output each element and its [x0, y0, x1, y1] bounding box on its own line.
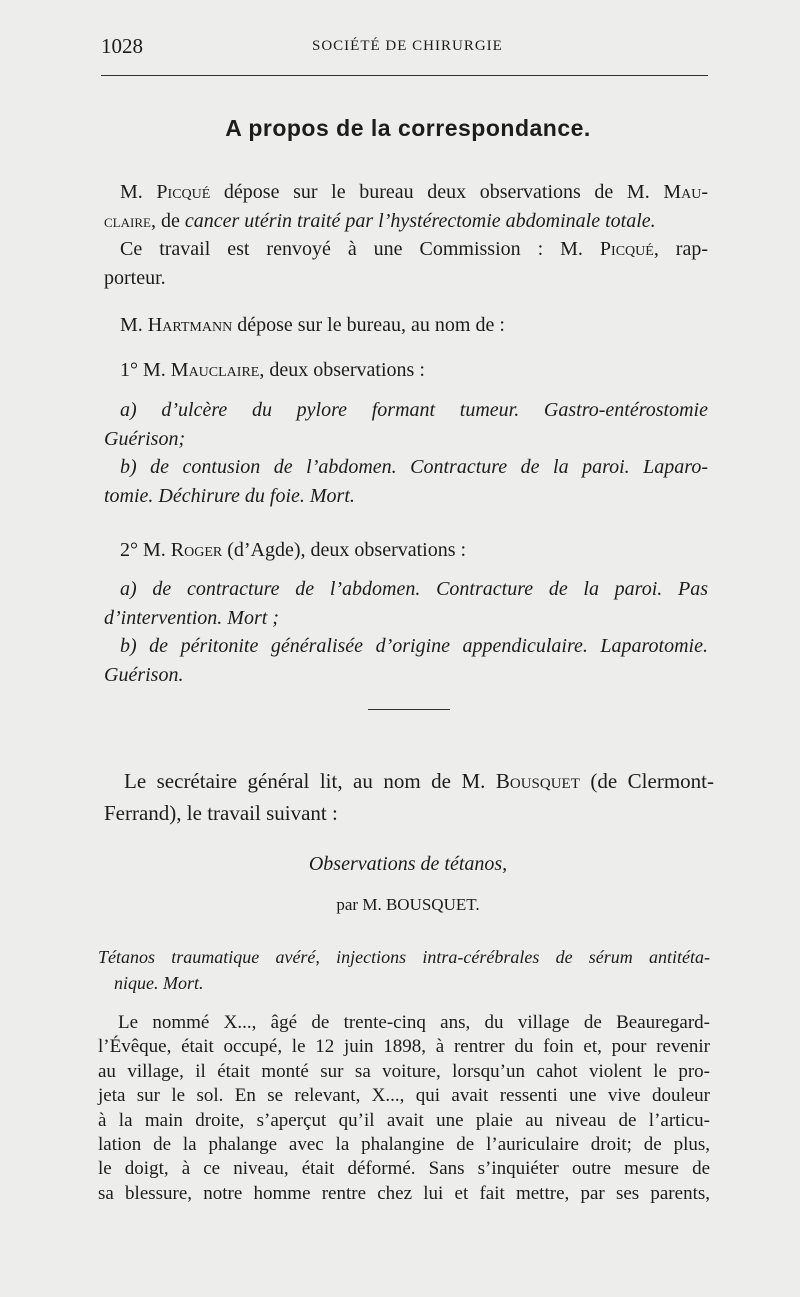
section-title: A propos de la correspondance.: [225, 115, 591, 141]
mauclaire-heading: 1° M. Mauclaire, deux observations :: [120, 359, 425, 381]
body-line: le doigt, à ce niveau, était déformé. Sans s’inquiéter outre mesure de: [98, 1158, 710, 1180]
section-divider: [368, 709, 450, 710]
roger-observation-a: a) de contracture de l’abdomen. Contracture de la paroi. Pas d’intervention. Mort ;: [104, 578, 708, 629]
case-body: [98, 1011, 710, 1206]
article-title: Observations de tétanos,: [308, 853, 508, 875]
mauclaire-observation-b: b) de contusion de l’abdomen. Contracture de la paroi. Laparo- tomie. Déchirure du foie. Mort.: [104, 456, 708, 507]
page-number: 1028: [101, 34, 143, 58]
article-byline: par M. BOUSQUET.: [336, 895, 480, 914]
case-title: Tétanos traumatique avéré, injections intra-cérébrales de sérum antitéta- nique. Mort.: [98, 947, 710, 993]
roger-heading: 2° M. Roger (d’Agde), deux observations :: [120, 539, 467, 561]
body-line: à la main droite, s’aperçut qu’il avait une plaie au niveau de l’articu-: [98, 1109, 710, 1131]
body-line: l’Évêque, était occupé, le 12 juin 1898, à rentrer du foin et, pour revenir: [98, 1036, 710, 1058]
body-line: Le nommé X..., âgé de trente-cinq ans, du village de Beauregard-: [118, 1012, 710, 1033]
roger-observation-b: b) de péritonite généralisée d’origine appendiculaire. Laparotomie. Guérison.: [104, 635, 708, 686]
body-line: jeta sur le sol. En se relevant, X..., qui avait ressenti une vive douleur: [98, 1085, 710, 1107]
paragraph-picque: M. Picqué dépose sur le bureau deux observations de M. Mau- claire, de cancer utérin traité par l’hystérectomie abdominale totale.: [104, 181, 708, 232]
body-line: au village, il était monté sur sa voiture, lorsqu’un cahot violent le pro-: [98, 1060, 710, 1082]
header-rule: [101, 75, 708, 76]
paragraph-secretary: Le secrétaire général lit, au nom de M. Bousquet (de Clermont- Ferrand), le travail suivant :: [104, 769, 714, 825]
running-title: SOCIÉTÉ DE CHIRURGIE: [312, 38, 503, 54]
body-line: sa blessure, notre homme rentre chez lui et fait mettre, par ses parents,: [98, 1182, 710, 1204]
paragraph-commission: Ce travail est renvoyé à une Commission : M. Picqué, rap- porteur.: [104, 238, 708, 289]
paragraph-hartmann: M. Hartmann dépose sur le bureau, au nom de :: [120, 314, 505, 336]
mauclaire-observation-a: a) d’ulcère du pylore formant tumeur. Gastro-entérostomie Guérison;: [104, 399, 708, 450]
body-line: lation de la phalange avec la phalangine de l’auriculaire droit; de plus,: [98, 1134, 710, 1156]
